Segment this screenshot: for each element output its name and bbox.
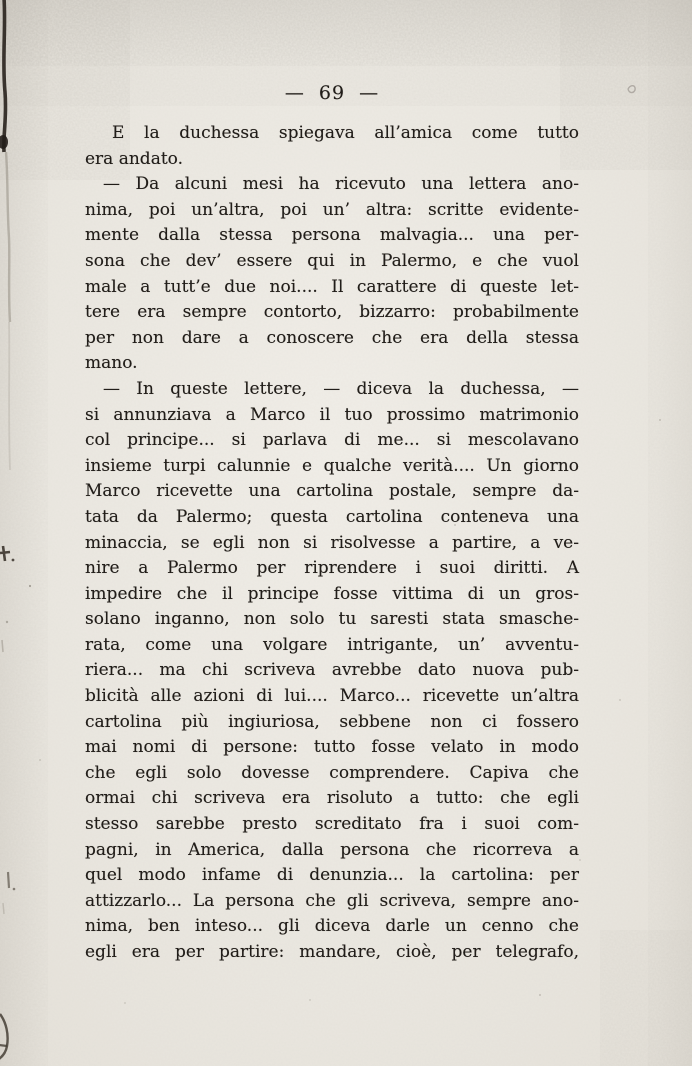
- left-edge-tear-mark: [4, 0, 6, 152]
- paragraph: [85, 172, 579, 377]
- text-line: — Da alcuni mesi ha ricevuto una lettera ano-: [103, 174, 579, 195]
- text-line: si annunziava a Marco il tuo prossimo matrimonio: [85, 404, 579, 425]
- grain-top-right-corner: [560, 0, 692, 170]
- speck-10: [124, 1002, 126, 1004]
- text-line: era andato.: [85, 148, 183, 169]
- paragraph: [85, 121, 579, 172]
- speck-9: [309, 999, 311, 1001]
- speck-5: [659, 419, 661, 421]
- left-edge-streak: [6, 152, 10, 322]
- speck-1: [29, 585, 31, 587]
- grain-left-band: [0, 0, 48, 1066]
- text-line: minaccia, se egli non si risolvesse a partire, a ve-: [85, 532, 579, 553]
- left-edge-streak-faint: [9, 322, 10, 470]
- left-margin-dot-mid: [12, 559, 15, 562]
- grain-bottom-right-corner: [600, 930, 692, 1066]
- speck-8: [539, 994, 541, 996]
- text-line: tata da Palermo; questa cartolina conteneva una: [85, 506, 579, 527]
- left-margin-mark-mid: [0, 546, 10, 561]
- text-line: nima, ben inteso... gli diceva darle un cenno che: [85, 916, 579, 937]
- text-line: insieme turpi calunnie e qualche verità.... Un giorno: [85, 455, 579, 476]
- bottom-left-hook-mark: [0, 1014, 8, 1059]
- text-block: [85, 121, 579, 966]
- text-line: quel modo infame di denunzia... la cartolina: per: [85, 865, 579, 886]
- grain-top-band: [0, 0, 692, 66]
- text-line: riera... ma chi scriveva avrebbe dato nuova pub-: [85, 660, 579, 681]
- speck-6: [39, 759, 41, 761]
- text-line: mai nomi di persone: tutto fosse velato in modo: [85, 737, 579, 758]
- text-line: per non dare a conoscere che era della stessa: [85, 327, 579, 348]
- text-line: col principe... si parlava di me... si mescolavano: [85, 430, 579, 451]
- text-line: stesso sarebbe presto screditato fra i suoi com-: [85, 814, 579, 835]
- text-line: egli era per partire: mandare, cioè, per telegrafo,: [85, 942, 579, 962]
- text-line: blicità alle azioni di lui.... Marco... ricevette un’altra: [85, 686, 579, 707]
- left-margin-mark-low: [8, 872, 9, 888]
- text-line: attizzarlo... La persona che gli scriveva, sempre ano-: [85, 890, 579, 911]
- text-line: E la duchessa spiegava all’amica come tutto: [112, 123, 579, 143]
- text-line: mente dalla stessa persona malvagia... una per-: [85, 225, 579, 246]
- speck-7: [579, 859, 581, 861]
- text-line: che egli solo dovesse comprendere. Capiva che: [85, 762, 579, 783]
- text-line: nima, poi un’altra, poi un’ altra: scritte evidente-: [85, 199, 579, 220]
- paragraph: [85, 377, 579, 966]
- left-margin-dot-low: [13, 888, 16, 891]
- text-line: mano.: [85, 353, 138, 374]
- speck-2: [6, 621, 8, 623]
- text-line: ormai chi scriveva era risoluto a tutto: che egli: [85, 788, 579, 809]
- left-margin-dash-1: [2, 640, 3, 652]
- left-edge-blob: [0, 135, 8, 149]
- page-number: — 69 —: [284, 82, 380, 104]
- text-line: pagni, in America, dalla persona che ricorreva a: [85, 839, 579, 860]
- text-line: male a tutt’e due noi.... Il carattere di queste let-: [85, 276, 579, 297]
- text-line: solano inganno, non solo tu saresti stata smasche-: [85, 609, 579, 630]
- text-line: impedire che il principe fosse vittima di un gros-: [85, 583, 579, 604]
- text-line: nire a Palermo per riprendere i suoi diritti. A: [85, 558, 579, 579]
- bottom-left-hook-bar: [0, 1045, 7, 1046]
- left-margin-dash-2: [3, 903, 4, 914]
- text-line: tere era sempre contorto, bizzarro: probabilmente: [85, 302, 579, 323]
- top-right-squiggle: [628, 86, 635, 93]
- text-line: — In queste lettere, — diceva la duchessa, —: [103, 378, 579, 399]
- text-line: rata, come una volgare intrigante, un’ avventu-: [85, 634, 579, 655]
- speck-4: [619, 699, 621, 701]
- grain-right-band: [648, 0, 692, 1066]
- text-line: cartolina più ingiuriosa, sebbene non ci fossero: [85, 711, 579, 732]
- text-line: Marco ricevette una cartolina postale, sempre da-: [85, 481, 579, 502]
- text-line: sona che dev’ essere qui in Palermo, e che vuol: [85, 250, 579, 271]
